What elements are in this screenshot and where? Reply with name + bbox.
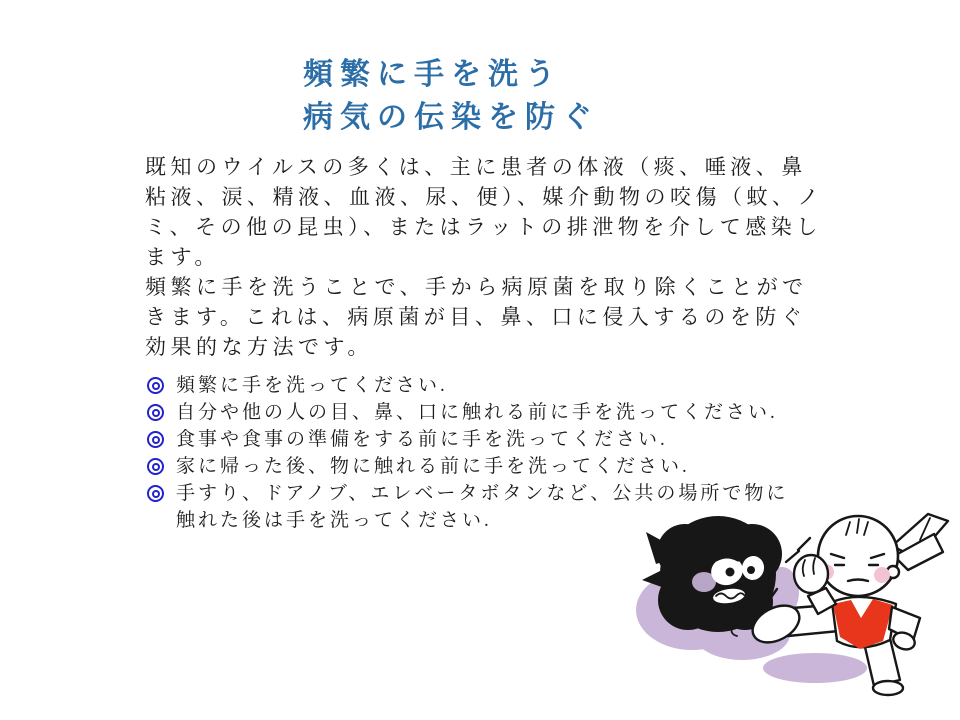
list-item-text: 手すり、ドアノブ、エレベータボタンなど、公共の場所で物に触れた後は手を洗ってください. (176, 483, 789, 531)
list-item (145, 399, 825, 426)
list-item-text: 自分や他の人の目、鼻、口に触れる前に手を洗ってください. (176, 402, 778, 423)
body-text-block (145, 152, 830, 362)
list-item (145, 426, 825, 453)
page-title (303, 53, 599, 139)
list-item-text: 頻繁に手を洗ってください. (176, 375, 448, 396)
title-line-2: 病気の伝染を防ぐ (303, 101, 599, 134)
right-arm (889, 607, 920, 652)
paragraph-transmission: 既知のウイルスの多くは、主に患者の体液（痰、唾液、鼻粘液、涙、精液、血液、尿、便）、媒介動物の咬傷（蚊、ノミ、その他の昆虫）、またはラットの排泄物を介して感染します。 (145, 155, 823, 269)
bullseye-icon (147, 431, 164, 448)
bullseye-icon (147, 404, 164, 421)
paper-ponytail (892, 514, 948, 570)
paragraph-handwashing: 頻繁に手を洗うことで、手から病原菌を取り除くことができます。これは、病原菌が目、鼻、口に侵入するのを防ぐ効果的な方法です。 (145, 275, 808, 359)
torso (832, 597, 896, 649)
germ-kick-illustration (630, 508, 955, 713)
child-head (818, 516, 899, 596)
bullseye-icon (147, 458, 164, 475)
list-item (145, 372, 825, 399)
list-item-text: 家に帰った後、物に触れる前に手を洗ってください. (176, 456, 690, 477)
bullseye-icon (147, 377, 164, 394)
list-item-text: 食事や食事の準備をする前に手を洗ってください. (176, 429, 668, 450)
list-item (145, 453, 825, 480)
bullseye-icon (147, 485, 164, 502)
title-line-1: 頻繁に手を洗う (303, 58, 562, 91)
cheek-right (874, 567, 890, 583)
